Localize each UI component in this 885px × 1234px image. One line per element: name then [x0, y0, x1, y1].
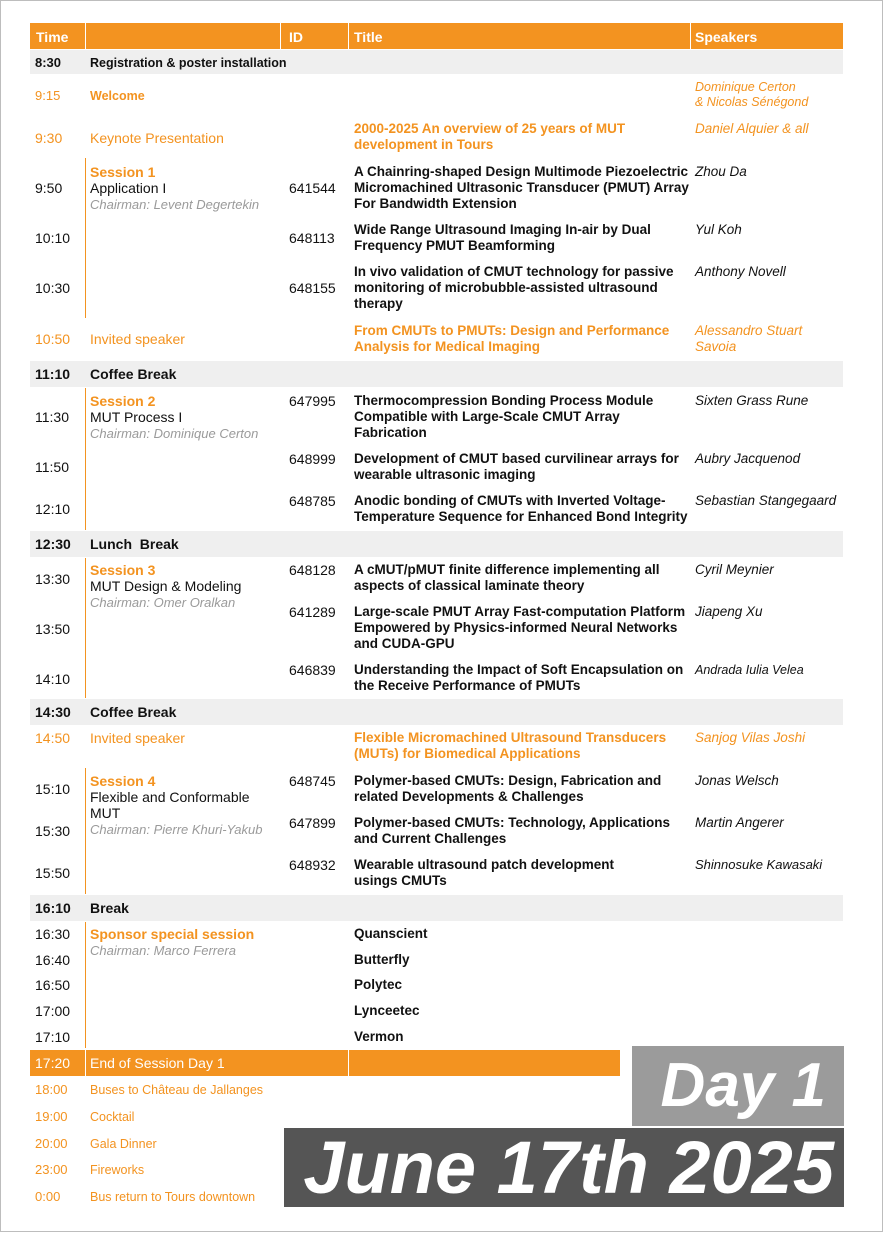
row-id: 648999: [289, 451, 336, 467]
row-speaker: Jonas Welsch: [695, 773, 779, 788]
session-name: MUT Design & Modeling: [90, 578, 242, 594]
table-row: [30, 952, 843, 972]
row-label: Coffee Break: [90, 366, 177, 382]
row-title: From CMUTs to PMUTs: Design and Performance Analysis for Medical Imaging: [354, 323, 670, 354]
row-id: 648745: [289, 773, 336, 789]
table-row: [30, 531, 843, 557]
row-time: 14:50: [35, 730, 71, 746]
row-speaker: Martin Angerer: [695, 815, 784, 830]
session-name: MUT Process I: [90, 409, 183, 425]
row-time: 17:00: [35, 1003, 71, 1019]
row-label: Invited speaker: [90, 730, 185, 746]
row-time: 15:30: [35, 823, 71, 839]
row-label: Break: [90, 900, 129, 916]
table-row: [30, 604, 843, 654]
row-time: 13:50: [35, 621, 71, 637]
row-time: 16:50: [35, 977, 71, 993]
table-row: [30, 730, 843, 764]
table-row: [30, 264, 843, 314]
row-label: Lunch Break: [90, 536, 179, 552]
row-id: 648113: [289, 230, 335, 246]
row-title: Wearable ultrasound patch development usings CMUTs: [354, 857, 615, 888]
date-label: June 17th 2025: [284, 1128, 844, 1207]
row-id: 648155: [289, 280, 336, 296]
session-chair: Chairman: Levent Degertekin: [90, 197, 260, 212]
table-row: [30, 1162, 280, 1180]
header-speakers: Speakers: [695, 29, 758, 45]
row-speaker: Yul Koh: [695, 222, 742, 237]
table-row: [30, 361, 843, 387]
session-title: Session 1: [90, 164, 156, 180]
session-name: Application I: [90, 180, 167, 196]
table-row: [30, 323, 843, 357]
row-label: Cocktail: [90, 1110, 135, 1124]
table-row: [30, 562, 843, 596]
table-row: [30, 699, 843, 725]
header-title: Title: [354, 29, 383, 45]
row-speaker: Alessandro Stuart Savoia: [695, 323, 803, 354]
row-time: 9:50: [35, 180, 63, 196]
row-speaker: Anthony Novell: [695, 264, 786, 279]
header-id: ID: [289, 29, 303, 45]
row-speaker: Dominique Certon: [695, 80, 796, 94]
row-id: 641544: [289, 180, 336, 196]
row-title: Polymer-based CMUTs: Design, Fabrication and related Developments & Challenges: [354, 773, 662, 804]
table-row: [30, 164, 843, 214]
row-title: Polymer-based CMUTs: Technology, Applications and Current Challenges: [354, 815, 671, 846]
row-label: Bus return to Tours downtown: [90, 1190, 256, 1204]
row-speaker: Sanjog Vilas Joshi: [695, 730, 806, 745]
row-time: 17:10: [35, 1029, 71, 1045]
row-speaker: Zhou Da: [695, 164, 747, 179]
table-row: [30, 50, 843, 74]
row-id: 648785: [289, 493, 336, 509]
table-row: [30, 1082, 290, 1100]
row-time: 15:50: [35, 865, 71, 881]
row-label: Gala Dinner: [90, 1137, 157, 1151]
row-time: 10:10: [35, 230, 71, 246]
row-time: 18:00: [35, 1082, 68, 1097]
row-time: 16:10: [35, 900, 71, 916]
row-label: Coffee Break: [90, 704, 177, 720]
row-title: Understanding the Impact of Soft Encapsulation on the Receive Performance of PMUTs: [354, 662, 684, 693]
row-time: 23:00: [35, 1162, 68, 1177]
row-time: 0:00: [35, 1189, 61, 1204]
row-id: 647899: [289, 815, 336, 831]
row-label: Registration & poster installation: [90, 56, 287, 70]
table-row: [30, 493, 843, 527]
row-title: A Chainring-shaped Design Multimode Piezoelectric Micromachined Ultrasonic Transducer (PMUT) Array For Bandwidth Extension: [354, 164, 689, 211]
row-speaker: Cyril Meynier: [695, 562, 774, 577]
row-speaker: Sixten Grass Rune: [695, 393, 809, 408]
table-row: [30, 393, 843, 443]
table-row: [30, 815, 843, 849]
row-title: Quanscient: [354, 926, 428, 941]
session-chair: Chairman: Marco Ferrera: [90, 943, 236, 958]
row-speaker: Andrada Iulia Velea: [695, 663, 804, 677]
row-title: Butterfly: [354, 952, 410, 967]
row-time: 16:30: [35, 926, 71, 942]
row-label: Buses to Château de Jallanges: [90, 1083, 264, 1097]
row-label: Welcome: [90, 89, 145, 103]
table-row: [30, 895, 843, 921]
session-title: Session 2: [90, 393, 156, 409]
row-time: 12:10: [35, 501, 71, 517]
row-title: Thermocompression Bonding Process Module Compatible with Large-Scale CMUT Array Fabrication: [354, 393, 654, 440]
row-title: Anodic bonding of CMUTs with Inverted Voltage-Temperature Sequence for Enhanced Bond Integrity: [354, 493, 688, 524]
session-title: Session 3: [90, 562, 156, 578]
row-title: 2000-2025 An overview of 25 years of MUT development in Tours: [354, 121, 626, 152]
row-title: Development of CMUT based curvilinear arrays for wearable ultrasonic imaging: [354, 451, 679, 482]
table-row: [30, 857, 843, 891]
table-row: [30, 926, 843, 946]
table-row: [30, 80, 843, 116]
row-time: 16:40: [35, 952, 71, 968]
table-row: [30, 1189, 282, 1207]
row-id: 648932: [289, 857, 336, 873]
row-time: 8:30: [35, 55, 62, 70]
row-time: 14:30: [35, 704, 71, 720]
table-row: [30, 662, 843, 696]
end-of-session-row: [30, 1050, 620, 1076]
row-title: Vermon: [354, 1029, 404, 1044]
header-time: Time: [36, 29, 69, 45]
session-chair: Chairman: Omer Oralkan: [90, 595, 236, 610]
row-id: 648128: [289, 562, 336, 578]
row-title: In vivo validation of CMUT technology for passive monitoring of microbubble-assisted ultrasound therapy: [354, 264, 674, 311]
table-row: [30, 1003, 843, 1023]
session-title: Session 4: [90, 773, 156, 789]
row-title: Wide Range Ultrasound Imaging In-air by Dual Frequency PMUT Beamforming: [354, 222, 651, 253]
row-time: 17:20: [35, 1055, 71, 1071]
session-chair: Chairman: Dominique Certon: [90, 426, 259, 441]
table-row: [30, 222, 843, 256]
session-name: Flexible and Conformable MUT: [90, 789, 250, 821]
session-chair: Chairman: Pierre Khuri-Yakub: [90, 822, 263, 837]
row-time: 11:50: [35, 459, 69, 475]
day-label: Day 1: [632, 1046, 844, 1126]
table-row: [30, 1136, 280, 1154]
row-time: 10:50: [35, 331, 71, 347]
table-row: [30, 451, 843, 485]
row-time: 20:00: [35, 1136, 68, 1151]
row-time: 13:30: [35, 571, 71, 587]
table-row: [30, 1109, 290, 1127]
row-label: Keynote Presentation: [90, 130, 224, 146]
row-time: 19:00: [35, 1109, 68, 1124]
row-speaker: Aubry Jacquenod: [695, 451, 801, 466]
table-header: [30, 23, 843, 49]
row-speaker: Daniel Alquier & all: [695, 121, 809, 136]
row-time: 12:30: [35, 536, 71, 552]
row-speaker: Sebastian Stangegaard: [695, 493, 837, 508]
row-time: 11:10: [35, 366, 71, 382]
row-title: Large-scale PMUT Array Fast-computation Platform Empowered by Physics-informed Neural Networks and CUDA-GPU: [354, 604, 686, 651]
row-time: 9:15: [35, 88, 61, 103]
row-time: 14:10: [35, 671, 71, 687]
row-label: Invited speaker: [90, 331, 185, 347]
table-row: [30, 977, 843, 997]
row-title: Lynceetec: [354, 1003, 420, 1018]
session-title: Sponsor special session: [90, 926, 255, 942]
row-speaker: Jiapeng Xu: [695, 604, 763, 619]
row-time: 15:10: [35, 781, 71, 797]
row-speaker: Shinnosuke Kawasaki: [695, 857, 823, 872]
row-title: A cMUT/pMUT finite difference implementing all aspects of classical laminate theory: [354, 562, 660, 593]
row-label: Fireworks: [90, 1163, 145, 1177]
row-id: 646839: [289, 662, 336, 678]
row-speaker: & Nicolas Sénégond: [695, 95, 809, 109]
row-title: Polytec: [354, 977, 403, 992]
table-row: [30, 773, 843, 807]
row-time: 9:30: [35, 130, 63, 146]
row-title: Flexible Micromachined Ultrasound Transducers (MUTs) for Biomedical Applications: [354, 730, 667, 761]
row-time: 11:30: [35, 409, 69, 425]
table-row: [30, 121, 843, 155]
row-label: End of Session Day 1: [90, 1055, 225, 1071]
row-id: 641289: [289, 604, 336, 620]
row-time: 10:30: [35, 280, 71, 296]
row-id: 647995: [289, 393, 336, 409]
